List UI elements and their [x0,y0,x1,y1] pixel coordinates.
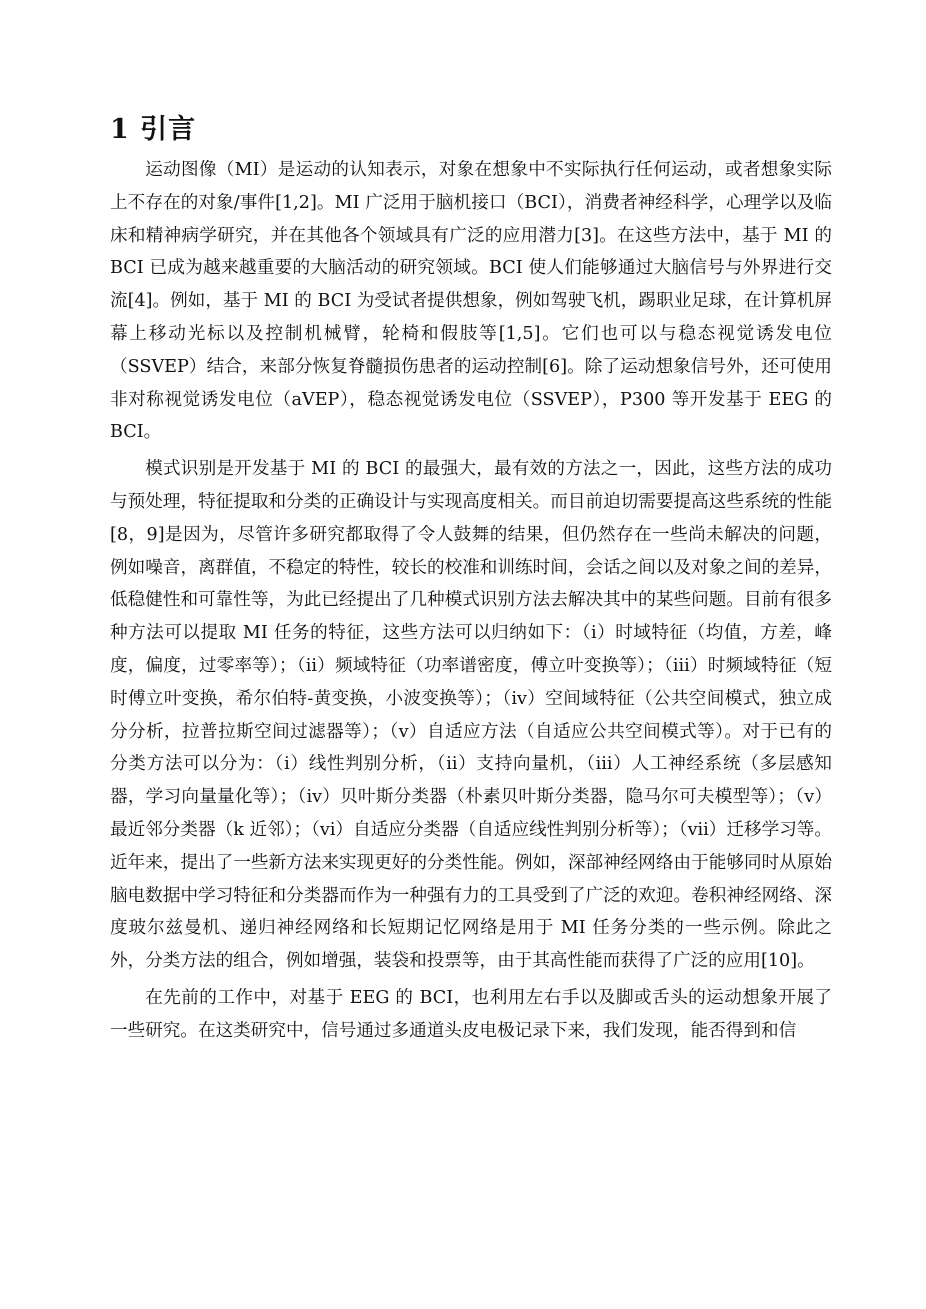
section-heading: 1 引言 [110,114,197,145]
paragraph-pattern-recognition: 模式识别是开发基于 MI 的 BCI 的最强大，最有效的方法之一，因此，这些方法的成功与预处理，特征提取和分类的正确设计与实现高度相关。而目前迫切需要提高这些系统的性能[8，9]是因为，尽管许多研究都取得了令人鼓舞的结果，但仍然存在一些尚未解决的问题，例如噪音，离群值，不稳定的特性，较长的校准和训练时间，会话之间以及对象之间的差异，低稳健性和可靠性等，为此已经提出了几种模式识别方法去解决其中的某些问题。目前有很多种方法可以提取 MI 任务的特征，这些方法可以归纳如下：（i）时域特征（均值，方差，峰度，偏度，过零率等）；（ii）频域特征（功率谱密度，傅立叶变换等）；（iii）时频域特征（短时傅立叶变换，希尔伯特-黄变换，小波变换等）；（iv）空间域特征（公共空间模式，独立成分分析，拉普拉斯空间过滤器等）；（v）自适应方法（自适应公共空间模式等）。对于已有的分类方法可以分为：（i）线性判别分析，（ii）支持向量机，（iii）人工神经系统（多层感知器，学习向量量化等）；（iv）贝叶斯分类器（朴素贝叶斯分类器，隐马尔可夫模型等）；（v）最近邻分类器（k 近邻）；（vi）自适应分类器（自适应线性判别分析等）；（vii）迁移学习等。近年来，提出了一些新方法来实现更好的分类性能。例如，深部神经网络由于能够同时从原始脑电数据中学习特征和分类器而作为一种强有力的工具受到了广泛的欢迎。卷积神经网络、深度玻尔兹曼机、递归神经网络和长短期记忆网络是用于 MI 任务分类的一些示例。除此之外，分类方法的组合，例如增强，装袋和投票等，由于其高性能而获得了广泛的应用[10]。 [110,459,832,972]
paragraph-intro-mi: 运动图像（MI）是运动的认知表示，对象在想象中不实际执行任何运动，或者想象实际上不存在的对象/事件[1,2]。MI 广泛用于脑机接口（BCI），消费者神经科学，心理学以及临床和精神病学研究，并在其他各个领域具有广泛的应用潜力[3]。在这些方法中，基于 MI 的 BCI 已成为越来越重要的大脑活动的研究领域。BCI 使人们能够通过大脑信号与外界进行交流[4]。例如，基于 MI 的 BCI 为受试者提供想象，例如驾驶飞机，踢职业足球，在计算机屏幕上移动光标以及控制机械臂，轮椅和假肢等[1,5]。它们也可以与稳态视觉诱发电位（SSVEP）结合，来部分恢复脊髓损伤患者的运动控制[6]。除了运动想象信号外，还可使用非对称视觉诱发电位（aVEP），稳态视觉诱发电位（SSVEP），P300 等开发基于 EEG 的 BCI。 [110,160,832,443]
document-page [110,112,832,1052]
paragraph-previous-work: 在先前的工作中，对基于 EEG 的 BCI，也利用左右手以及脚或舌头的运动想象开展了一些研究。在这类研究中，信号通过多通道头皮电极记录下来，我们发现，能否得到和信 [110,987,832,1041]
